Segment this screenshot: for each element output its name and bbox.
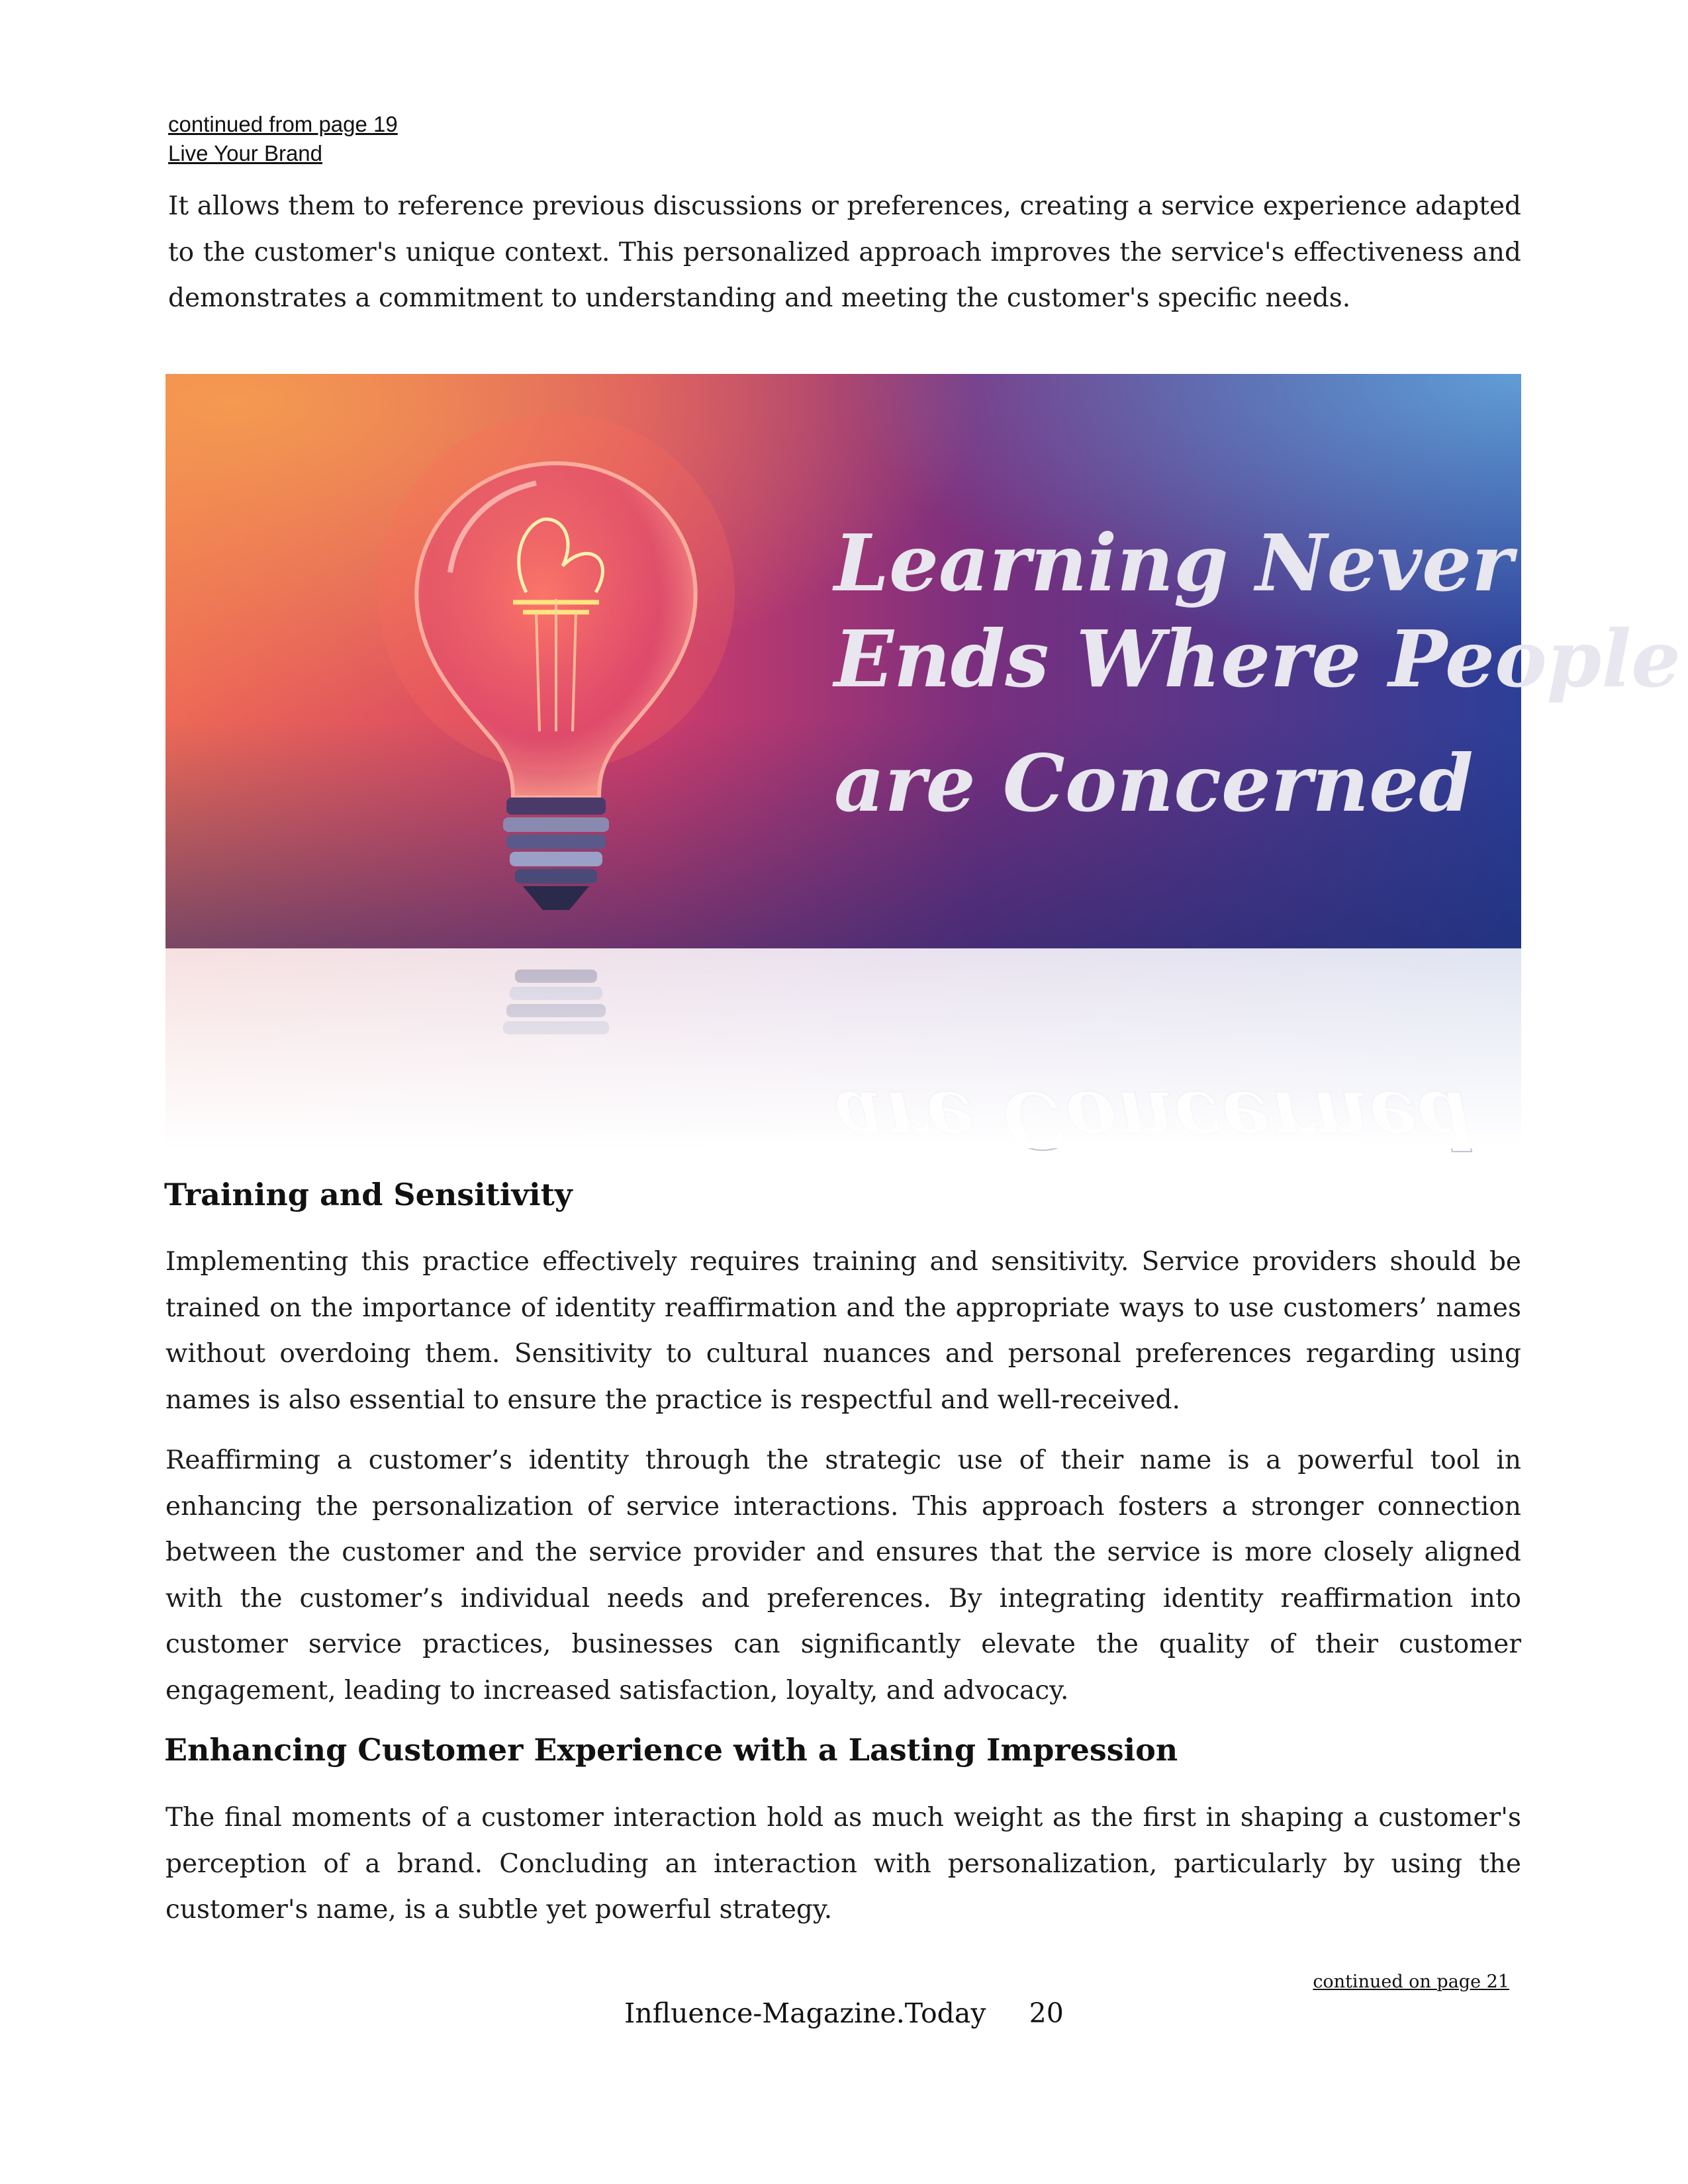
section-title-link[interactable]: Live Your Brand [168,141,323,165]
footer-page-number: 20 [1029,1997,1064,2029]
continued-from-link[interactable]: continued from page 19 [168,112,398,136]
banner-line-3: are Concerned [834,737,1474,829]
continued-on-link[interactable]: continued on page 21 [1313,1972,1509,1992]
footer [0,1995,1688,2032]
section-heading-training: Training and Sensitivity [164,1177,573,1212]
paragraph-lasting-impression: The final moments of a customer interaction hold as much weight as the first in shaping a customer's perception of a brand. Concluding an interaction with personalization, particularly by using the customer's name, is a subtle yet powerful strategy. [165,1803,1521,1925]
banner-image [165,374,1681,1148]
section-heading-lasting-impression: Enhancing Customer Experience with a Lasting Impression [164,1732,1178,1768]
intro-paragraph: It allows them to reference previous discussions or preferences, creating a service experience adapted to the customer's unique context. This personalized approach improves the service's effectiveness and demonstrates a commitment to understanding and meeting the customer's specific needs. [168,191,1521,313]
banner-line-2: Ends Where People [834,613,1681,705]
paragraph-training-2: Reaffirming a customer’s identity through the strategic use of their name is a powerful tool in enhancing the personalization of service interactions. This approach fosters a stronger connection between the customer and the service provider and ensures that the service is more closely aligned with the customer’s individual needs and preferences. By integrating identity reaffirmation into customer service practices, businesses can significantly elevate the quality of their customer engagement, leading to increased satisfaction, loyalty, and advocacy. [165,1445,1521,1706]
banner-line-1: Learning Never [834,517,1513,609]
paragraph-training-1: Implementing this practice effectively requires training and sensitivity. Service providers should be trained on the importance of identity reaffirmation and the appropriate ways to use customers’ names without overdoing them. Sensitivity to cultural nuances and personal preferences regarding using names is also essential to ensure the practice is respectful and well-received. [165,1247,1521,1415]
footer-site: Influence-Magazine.Today [624,1997,986,2029]
